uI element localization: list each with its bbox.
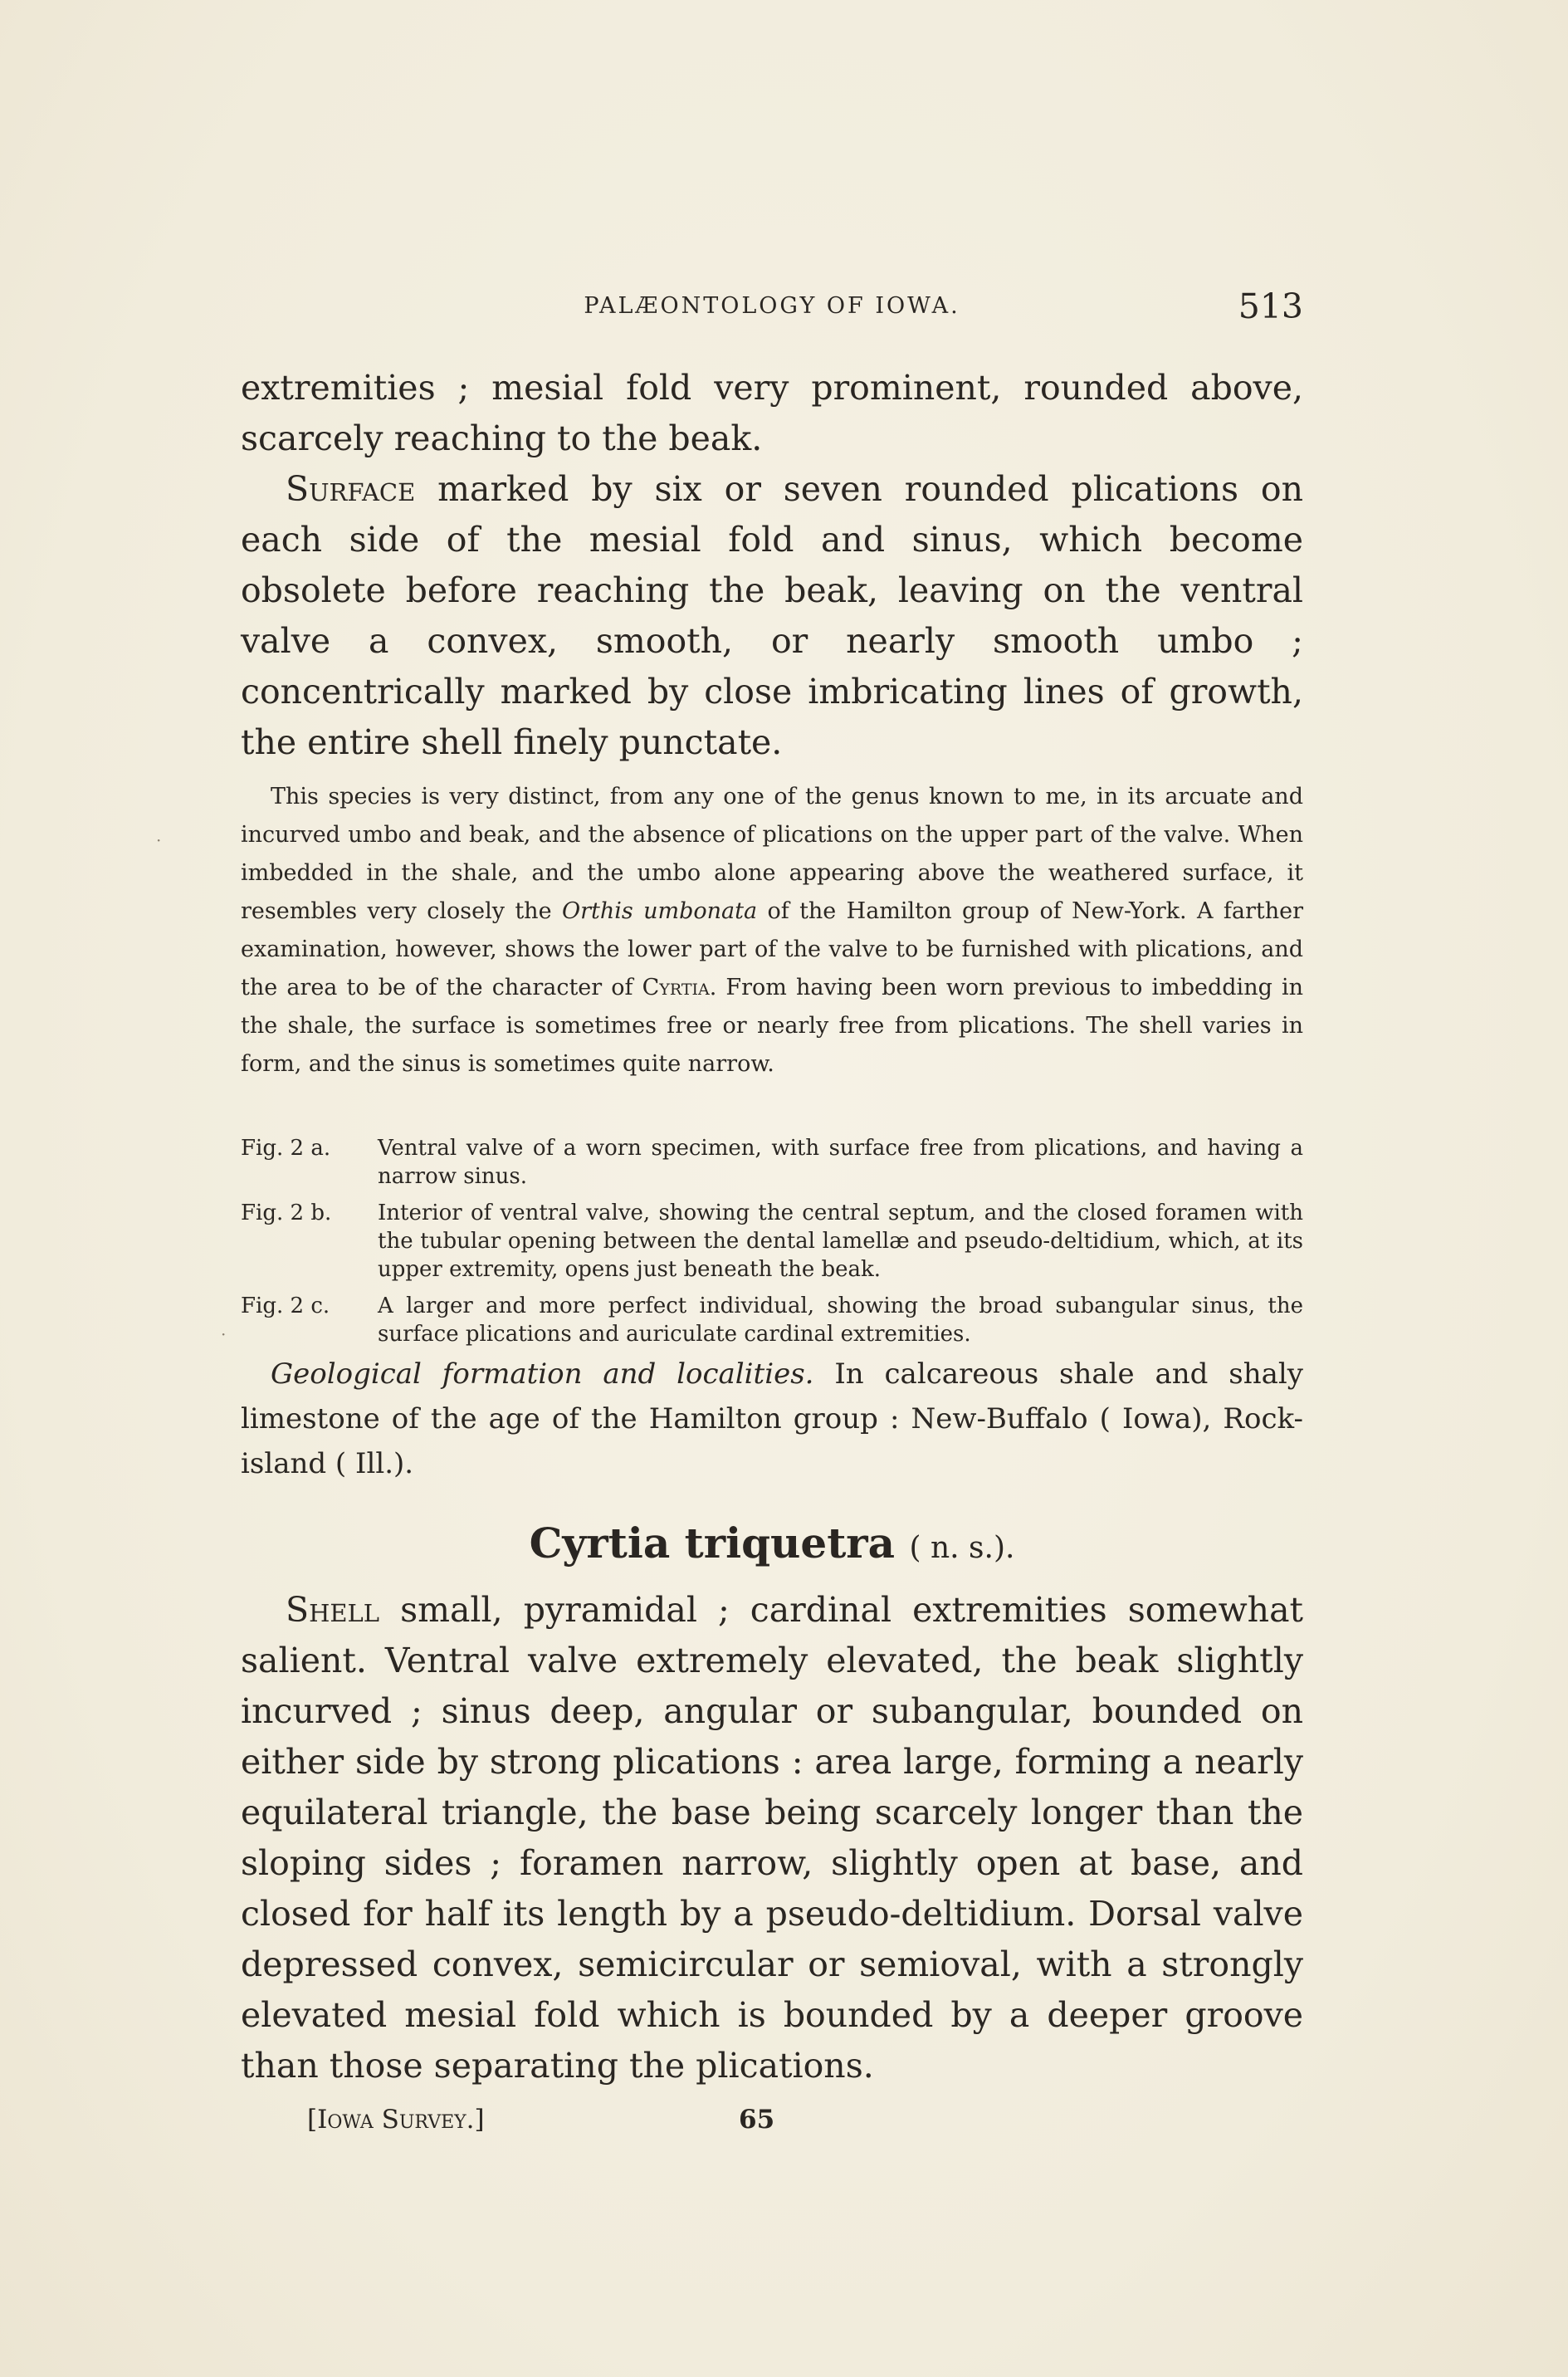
remarks-part1: This species is very distinct, from any one of the genus known to me, in its arcuate and incurved umbo and beak, and the absence of plications on the upper part of the valve. When imbedded in the shale, and the umbo alone appearing above the weathered surface, it resembles very closely the [241, 784, 1303, 924]
species-note: ( n. s.). [909, 1531, 1015, 1565]
remarks-genus: Cyrtia [642, 975, 710, 1000]
body-text-top [241, 363, 1303, 768]
page-header [241, 286, 1303, 336]
page-number: 513 [1238, 286, 1303, 326]
fig-text-2b: Interior of ventral valve, showing the central septum, and the closed foramen with the tubular opening between the dental lamellæ and pseudo-deltidium, which, at its upper extremity, opens just beneath the beak. [378, 1201, 1303, 1282]
paragraph-remarks [241, 778, 1303, 1083]
shell-lead: Shell [286, 1590, 380, 1630]
fig-caption-2c [241, 1292, 1303, 1348]
margin-speck: · [156, 830, 162, 850]
species-name: Cyrtia triquetra [529, 1519, 896, 1568]
surface-lead: Surface [286, 469, 416, 509]
paragraph-geology [241, 1352, 1303, 1486]
paragraph-shell [241, 1585, 1303, 2091]
signature-mark: [Iowa Survey.] [307, 2105, 485, 2135]
figure-captions [241, 1134, 1303, 1348]
page-footer [241, 2105, 1303, 2146]
fig-label-2a: Fig. 2 a. [241, 1136, 331, 1161]
remarks-part3: . From having been worn previous to imbedding in the shale, the surface is sometimes free or nearly free from plications. The shell varies in form, and the sinus is sometimes quite narrow. [241, 975, 1303, 1077]
geology-block [241, 1352, 1303, 1486]
shell-text: small, pyramidal ; cardinal extremities somewhat salient. Ventral valve extremely elevated, the beak slightly incurved ; sinus deep, angular or subangular, bounded on either side by strong plications : area large, forming a nearly equilateral triangle, the base being scarcely longer than the sloping sides ; foramen narrow, slightly open at base, and closed for half its length by a pseudo-deltidium. Dorsal valve depressed convex, semicircular or semioval, with a strongly elevated mesial fold which is bounded by a deeper groove than those separating the plications. [241, 1590, 1303, 2086]
species-title [241, 1516, 1303, 1576]
signature-number: 65 [739, 2105, 775, 2135]
running-head: PALÆONTOLOGY OF IOWA. [584, 293, 960, 319]
fig-text-2a: Ventral valve of a worn specimen, with surface free from plications, and having a narrow sinus. [378, 1136, 1303, 1189]
remarks-block [241, 778, 1303, 1083]
paragraph-surface [241, 464, 1303, 768]
body-text-bottom [241, 1585, 1303, 2091]
species-heading-block [241, 1516, 1303, 1576]
geology-heading: Geological formation and localities. [271, 1357, 814, 1391]
margin-speck: · [221, 1324, 227, 1344]
paragraph-extremities: extremities ; mesial fold very prominent, rounded above, scarcely reaching to the beak. [241, 368, 1303, 458]
fig-caption-2a [241, 1134, 1303, 1191]
fig-text-2c: A larger and more perfect individual, showing the broad subangular sinus, the surface plications and auriculate cardinal extremities. [378, 1294, 1303, 1347]
fig-caption-2b [241, 1199, 1303, 1284]
remarks-part2: of the Hamilton group of New-York. A farther examination, however, shows the lower part of the valve to be furnished with plications, and the area to be of the character of [241, 898, 1303, 1000]
fig-label-2b: Fig. 2 b. [241, 1201, 332, 1225]
remarks-italic-orthis: Orthis umbonata [561, 898, 758, 924]
fig-label-2c: Fig. 2 c. [241, 1294, 330, 1318]
geology-text: In calcareous shale and shaly limestone of the age of the Hamilton group : New-Buffalo ( Iowa), Rock-island ( Ill.). [241, 1357, 1303, 1480]
surface-text: marked by six or seven rounded plications on each side of the mesial fold and sinus, which become obsolete before reaching the beak, leaving on the ventral valve a convex, smooth, or nearly smooth umbo ; concentrically marked by close imbricating lines of growth, the entire shell finely punctate. [241, 469, 1303, 762]
